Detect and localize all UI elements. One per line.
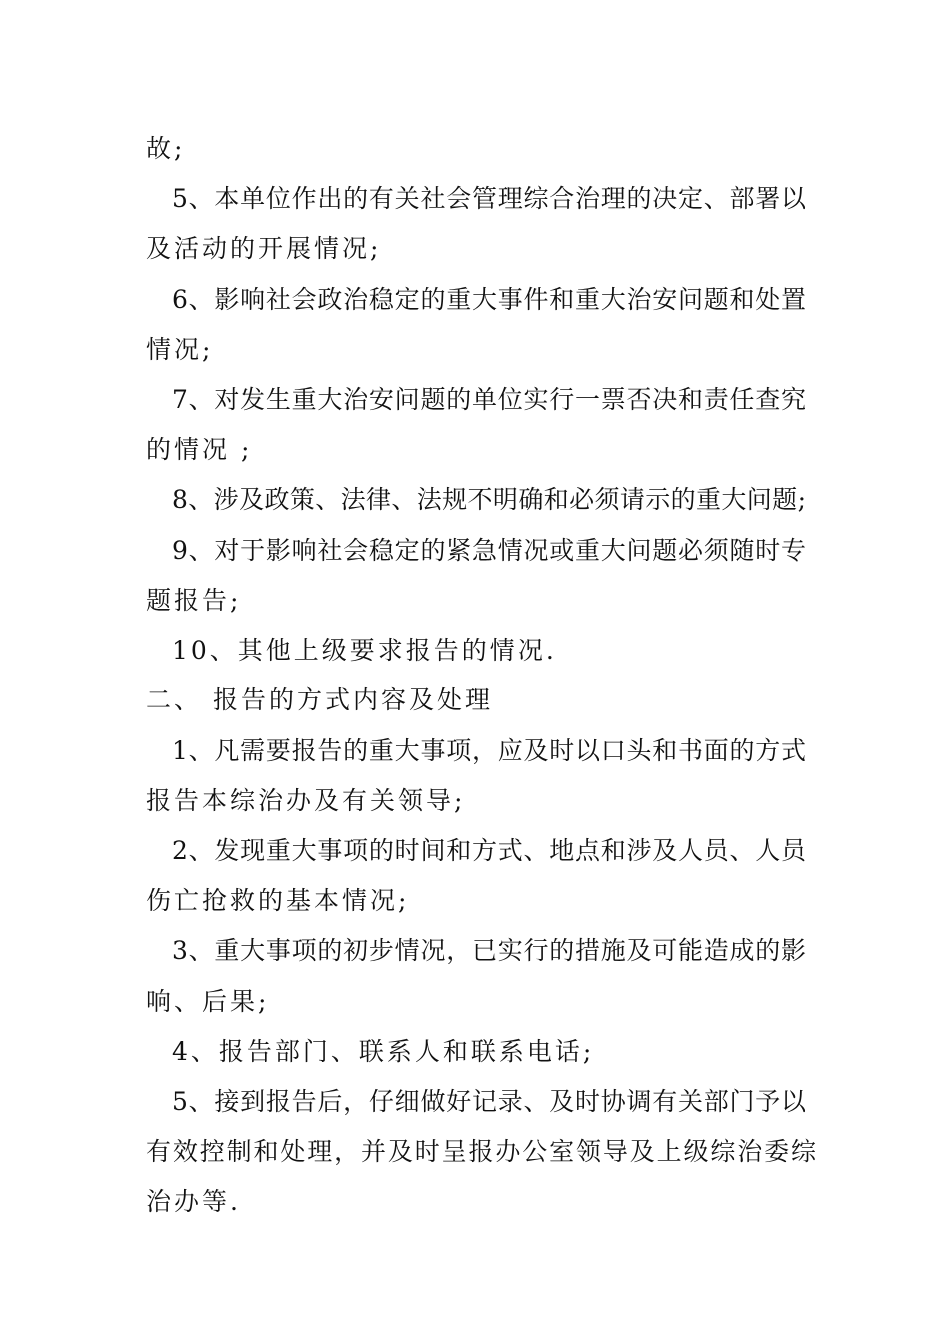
text-line: 8、涉及政策、法律、法规不明确和必须请示的重大问题; [172,485,806,514]
text-line: 有效控制和处理，并及时呈报办公室领导及上级综治委综 [146,1137,816,1166]
text-line: 题报告; [146,586,242,615]
section-heading: 二、 报告的方式内容及处理 [146,685,493,714]
text-line: 及活动的开展情况; [146,234,382,263]
text-line: 伤亡抢救的基本情况; [146,886,410,915]
text-line: 4、报告部门、联系人和联系电话; [172,1037,595,1066]
text-line: 响、后果; [146,987,270,1016]
text-line: 2、发现重大事项的时间和方式、地点和涉及人员、人员 [172,836,806,865]
text-line: 1、凡需要报告的重大事项，应及时以口头和书面的方式 [172,736,806,765]
text-line: 故; [146,134,186,163]
text-line: 9、对于影响社会稳定的紧急情况或重大问题必须随时专 [172,536,806,565]
text-line: 治办等. [146,1187,241,1216]
text-line: 7、对发生重大治安问题的单位实行一票否决和责任查究 [172,385,806,414]
text-line: 报告本综治办及有关领导; [146,786,466,815]
text-line: 5、本单位作出的有关社会管理综合治理的决定、部署以 [172,184,806,213]
text-line: 3、重大事项的初步情况，已实行的措施及可能造成的影 [172,936,806,965]
text-line: 10、其他上级要求报告的情况. [172,636,557,665]
text-line: 的情况 ; [146,435,253,464]
text-line: 情况; [146,335,214,364]
text-line: 6、影响社会政治稳定的重大事件和重大治安问题和处置 [172,285,806,314]
text-line: 5、接到报告后，仔细做好记录、及时协调有关部门予以 [172,1087,806,1116]
